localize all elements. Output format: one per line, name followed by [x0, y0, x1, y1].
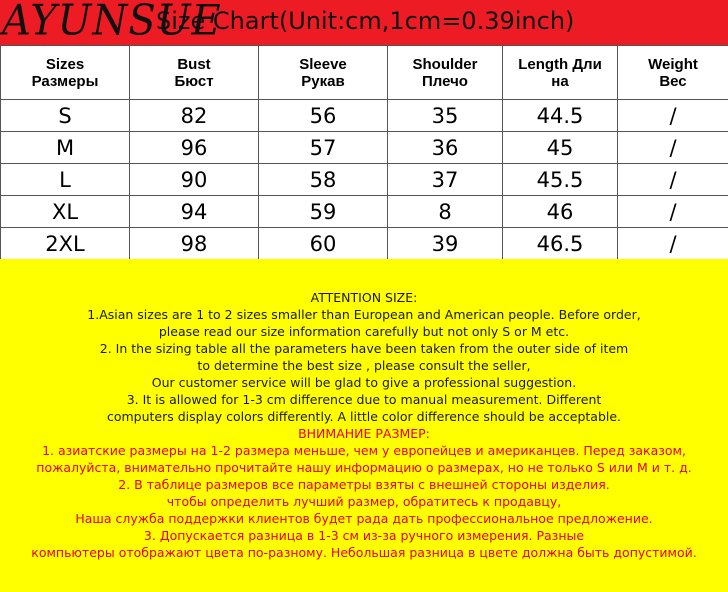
notice-line-en: Our customer service will be glad to give a professional suggestion. [151, 375, 577, 390]
cell-bust: 94 [130, 196, 259, 228]
brand-logo: AYUNSUE [2, 0, 222, 46]
cell-weight: / [618, 164, 728, 196]
notice-text [0, 289, 728, 561]
notice-line-ru: компьютеры отображают цвета по-разному. Небольшая разница в цвете должна быть допустимой. [31, 545, 697, 560]
cell-sleeve: 56 [259, 100, 388, 132]
notice-line-ru: Наша служба поддержки клиентов будет рада дать профессиональное предложение. [75, 511, 653, 526]
cell-weight: / [618, 100, 728, 132]
cell-size: XL [1, 196, 130, 228]
cell-weight: / [618, 228, 728, 260]
notice-line-ru: пожалуйста, внимательно прочитайте нашу информацию о размерах, но не только S или M и т. д. [36, 460, 692, 475]
notice-line-en: to determine the best size , please consult the seller, [197, 358, 531, 373]
cell-bust: 96 [130, 132, 259, 164]
table-header-row [1, 46, 728, 100]
cell-size: M [1, 132, 130, 164]
cell-length: 46 [503, 196, 618, 228]
cell-size: 2XL [1, 228, 130, 260]
cell-length: 45 [503, 132, 618, 164]
header-length: Length Дли на [503, 46, 618, 100]
notice-line-ru: чтобы определить лучший размер, обратитесь к продавцу, [166, 494, 562, 509]
cell-length: 44.5 [503, 100, 618, 132]
cell-sleeve: 60 [259, 228, 388, 260]
notice-heading-en: ATTENTION SIZE: [310, 290, 418, 305]
cell-length: 46.5 [503, 228, 618, 260]
notice-line-en: computers display colors differently. A little color difference should be acceptable. [106, 409, 622, 424]
table-row [1, 228, 728, 260]
cell-bust: 98 [130, 228, 259, 260]
notice-line-en: 3. It is allowed for 1-3 cm difference due to manual measurement. Different [126, 392, 602, 407]
size-table [0, 45, 728, 260]
cell-size: S [1, 100, 130, 132]
cell-sleeve: 59 [259, 196, 388, 228]
table-row [1, 196, 728, 228]
header-bust: Bust Бюст [130, 46, 259, 100]
cell-length: 45.5 [503, 164, 618, 196]
chart-title: Size Chart(Unit:cm,1cm=0.39inch) [156, 7, 575, 35]
notice-line-ru: 2. В таблице размеров все параметры взяты с внешней стороны изделия. [118, 477, 610, 492]
cell-shoulder: 37 [388, 164, 503, 196]
notice-heading-ru: ВНИМАНИЕ РАЗМЕР: [298, 426, 430, 441]
notice-line-en: please read our size information carefully but not only S or M etc. [158, 324, 570, 339]
cell-shoulder: 36 [388, 132, 503, 164]
table-row [1, 164, 728, 196]
cell-weight: / [618, 196, 728, 228]
table-row [1, 100, 728, 132]
cell-sleeve: 57 [259, 132, 388, 164]
notice-line-en: 2. In the sizing table all the parameters have been taken from the outer side of item [99, 341, 629, 356]
cell-shoulder: 8 [388, 196, 503, 228]
cell-bust: 82 [130, 100, 259, 132]
cell-weight: / [618, 132, 728, 164]
cell-shoulder: 39 [388, 228, 503, 260]
header-weight: Weight Вес [618, 46, 728, 100]
header-banner [0, 0, 728, 45]
notice-line-en: 1.Asian sizes are 1 to 2 sizes smaller than European and American people. Before order, [87, 307, 641, 322]
cell-size: L [1, 164, 130, 196]
header-shoulder: Shoulder Плечо [388, 46, 503, 100]
notice-line-ru: 3. Допускается разница в 1-3 см из-за ручного измерения. Разные [143, 528, 585, 543]
cell-shoulder: 35 [388, 100, 503, 132]
header-sizes: Sizes Размеры [1, 46, 130, 100]
cell-bust: 90 [130, 164, 259, 196]
attention-notice [0, 259, 728, 592]
cell-sleeve: 58 [259, 164, 388, 196]
header-sleeve: Sleeve Рукав [259, 46, 388, 100]
notice-line-ru: 1. азиатские размеры на 1-2 размера меньше, чем у европейцев и американцев. Перед заказом, [42, 443, 686, 458]
table-row [1, 132, 728, 164]
